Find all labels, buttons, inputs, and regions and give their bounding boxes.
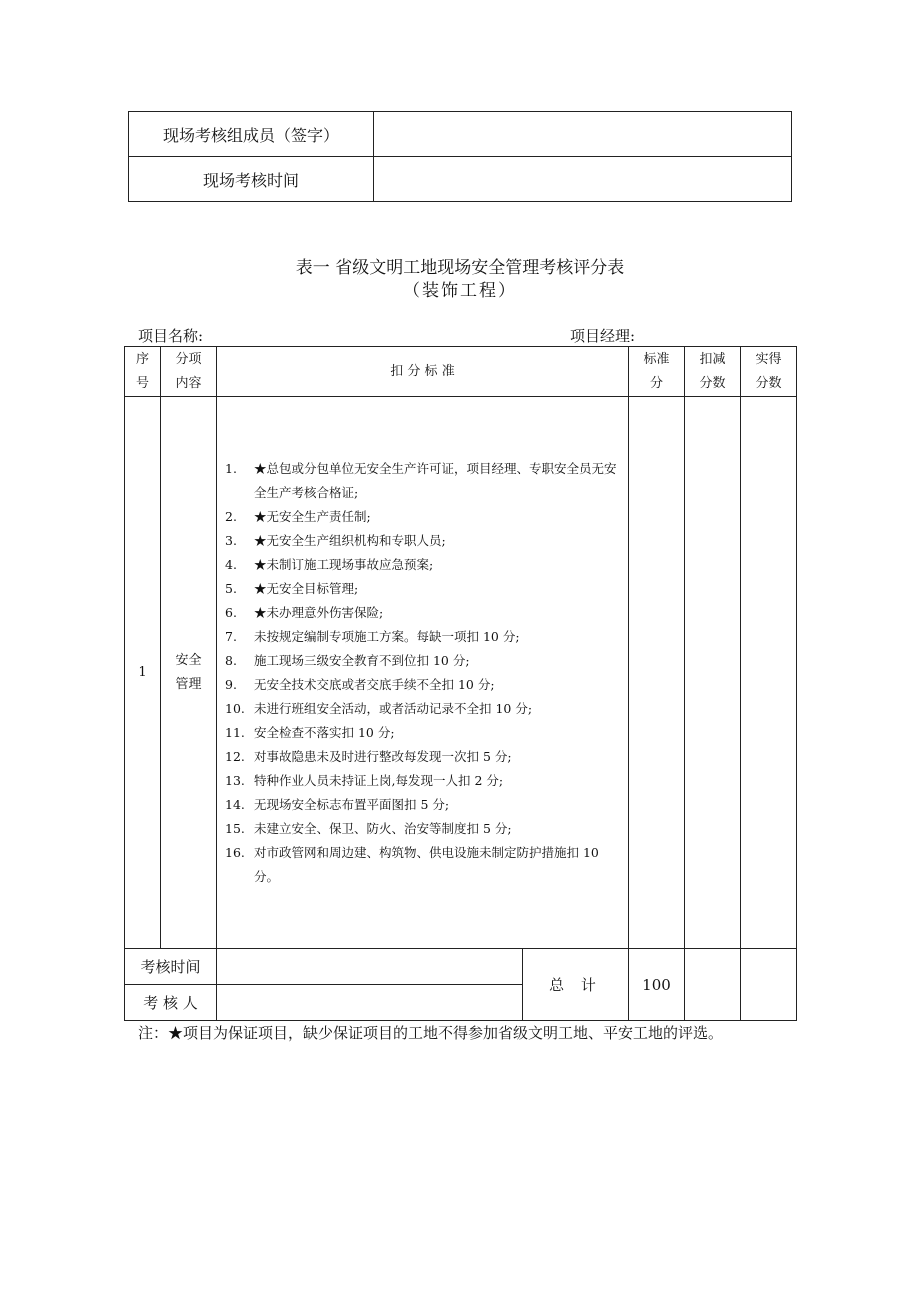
list-item-number: 3. [225,532,237,548]
list-item-number: 12. [225,748,245,764]
list-item [225,625,618,649]
list-item-number: 16. [225,844,245,860]
list-item-text: 无安全技术交底或者交底手续不全扣 10 分; [254,676,495,692]
project-manager-label: 项目经理: [570,327,636,345]
members-signature-field[interactable] [374,112,792,157]
project-name-label: 项目名称: [138,327,204,345]
standard-score-cell[interactable] [629,397,685,949]
list-item-number: 5. [225,580,237,596]
list-item-text: ★无安全生产组织机构和专职人员; [254,532,446,548]
table-row [125,397,797,949]
list-item-number: 2. [225,508,237,524]
list-item-text: 无现场安全标志布置平面图扣 5 分; [254,796,450,812]
list-item-number: 7. [225,628,237,644]
list-item [225,769,618,793]
list-item-text: ★无安全生产责任制; [254,508,371,524]
list-item-number: 11. [225,724,245,740]
header-deduct: 扣减 分数 [685,347,741,397]
total-deduct-cell[interactable] [685,949,741,1021]
footnote: 注：★项目为保证项目，缺少保证项目的工地不得参加省级文明工地、平安工地的评选。 [138,1024,724,1042]
list-item-text: ★未办理意外伤害保险; [254,604,384,620]
list-item-text: 对事故隐患未及时进行整改每发现一次扣 5 分; [254,748,512,764]
total-label: 总 计 [523,949,629,1021]
footer-assessor-label: 考 核 人 [125,985,217,1021]
row-number: 1 [125,397,161,949]
assessment-time-field[interactable] [374,157,792,202]
table-header-row [125,347,797,397]
deduction-standard-cell [217,397,629,949]
list-item [225,577,618,601]
page-subtitle: （装饰工程） [403,281,517,301]
list-item [225,529,618,553]
list-item-number: 15. [225,820,245,836]
list-item [225,505,618,529]
list-item [225,457,618,505]
total-actual-cell[interactable] [741,949,797,1021]
list-item [225,601,618,625]
list-item [225,553,618,577]
assessment-time-label: 现场考核时间 [129,157,374,202]
list-item-text: 特种作业人员未持证上岗,每发现一人扣 2 分; [254,772,504,788]
list-item-number: 14. [225,796,245,812]
list-item [225,673,618,697]
list-item-text: 安全检查不落实扣 10 分; [254,724,395,740]
list-item-number: 4. [225,556,237,572]
list-item-text: ★总包或分包单位无安全生产许可证，项目经理、专职安全员无安全生产考核合格证; [254,460,617,500]
list-item-number: 9. [225,676,237,692]
footer-time-label: 考核时间 [125,949,217,985]
footer-time-field[interactable] [217,949,523,985]
top-info-table [128,111,792,202]
header-category: 分项 内容 [161,347,217,397]
header-no: 序 号 [125,347,161,397]
list-item [225,649,618,673]
list-item [225,817,618,841]
actual-score-cell[interactable] [741,397,797,949]
list-item-number: 10. [225,700,245,716]
row-category: 安全 管理 [161,397,217,949]
list-item [225,841,618,889]
list-item-number: 6. [225,604,237,620]
header-standard-score: 标准 分 [629,347,685,397]
list-item [225,745,618,769]
list-item-number: 13. [225,772,245,788]
list-item-text: 未按规定编制专项施工方案。每缺一项扣 10 分; [254,628,520,644]
page-title: 表一 省级文明工地现场安全管理考核评分表 [295,258,625,278]
list-item-text: 对市政管网和周边建、构筑物、供电设施未制定防护措施扣 10 分。 [254,844,599,884]
members-label: 现场考核组成员（签字） [129,112,374,157]
total-value: 100 [629,949,685,1021]
scoring-table [124,346,797,1021]
list-item-text: ★未制订施工现场事故应急预案; [254,556,434,572]
list-item-number: 8. [225,652,237,668]
list-item-text: 未建立安全、保卫、防火、治安等制度扣 5 分; [254,820,512,836]
deduct-score-cell[interactable] [685,397,741,949]
list-item-text: 未进行班组安全活动，或者活动记录不全扣 10 分; [254,700,533,716]
footer-row-time [125,949,797,985]
list-item [225,697,618,721]
list-item [225,721,618,745]
list-item-text: 施工现场三级安全教育不到位扣 10 分; [254,652,470,668]
deduction-items-list [217,457,628,889]
footer-assessor-field[interactable] [217,985,523,1021]
header-actual: 实得 分数 [741,347,797,397]
header-standard: 扣 分 标 准 [217,347,629,397]
list-item-text: ★无安全目标管理; [254,580,359,596]
list-item-number: 1. [225,460,237,476]
list-item [225,793,618,817]
